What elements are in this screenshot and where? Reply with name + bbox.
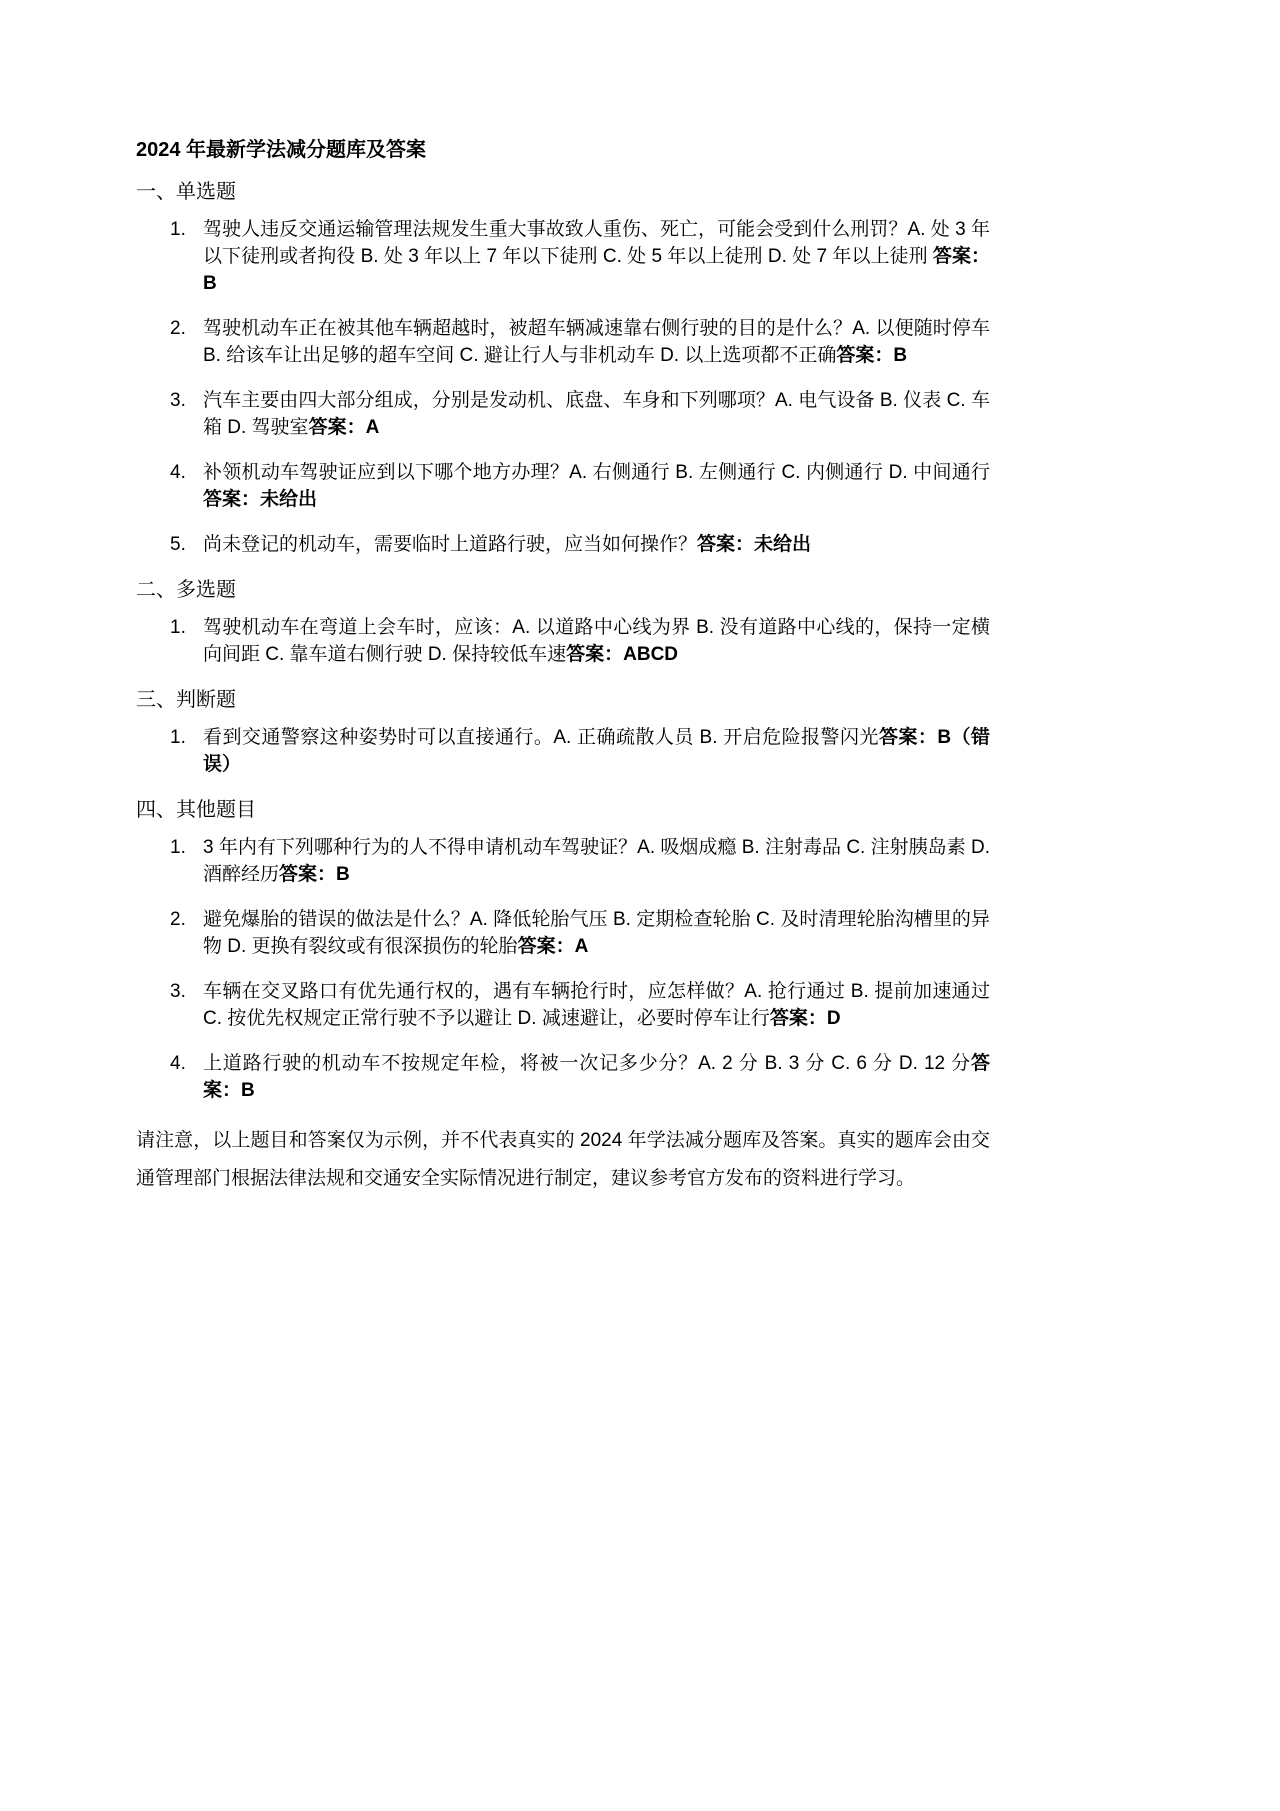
question-number: 1. <box>170 219 186 240</box>
question-number: 3. <box>170 390 186 411</box>
question-item <box>170 459 990 513</box>
question-body-text: 汽车主要由四大部分组成，分别是发动机、底盘、车身和下列哪项？A. 电气设备 B. 仪表 C. 车箱 D. 驾驶室 <box>203 390 990 438</box>
question-number: 2. <box>170 318 186 339</box>
document-page <box>136 0 990 1198</box>
section-heading: 三、判断题 <box>136 689 236 711</box>
question-item <box>170 1050 990 1104</box>
question-body-text: 驾驶机动车正在被其他车辆超越时，被超车辆减速靠右侧行驶的目的是什么？A. 以便随时停车 B. 给该车让出足够的超车空间 C. 避让行人与非机动车 D. 以上选项都不正确 <box>203 318 990 366</box>
question-text <box>203 724 990 778</box>
answer-text: 答案：D <box>769 1008 841 1029</box>
question-body-text: 补领机动车驾驶证应到以下哪个地方办理？A. 右侧通行 B. 左侧通行 C. 内侧通行 D. 中间通行 <box>203 462 990 483</box>
question-number: 1. <box>170 837 186 858</box>
question-text <box>203 459 990 513</box>
answer-text: 答案：A <box>517 936 589 957</box>
question-list <box>136 834 990 1104</box>
answer-text: 答案：ABCD <box>566 644 679 665</box>
question-number: 4. <box>170 462 186 483</box>
question-body-text: 车辆在交叉路口有优先通行权的，遇有车辆抢行时，应怎样做？A. 抢行通过 B. 提前加速通过 C. 按优先权规定正常行驶不予以避让 D. 减速避让，必要时停车让行 <box>203 981 990 1029</box>
question-text <box>203 216 990 297</box>
section-heading: 四、其他题目 <box>136 799 256 821</box>
question-list <box>136 216 990 558</box>
question-text <box>203 978 990 1032</box>
question-number: 4. <box>170 1053 186 1074</box>
question-text <box>203 315 990 369</box>
question-body-text: 驾驶机动车在弯道上会车时，应该：A. 以道路中心线为界 B. 没有道路中心线的，保持一定横向间距 C. 靠车道右侧行驶 D. 保持较低车速 <box>203 617 990 665</box>
question-number: 1. <box>170 617 186 638</box>
question-body-text: 3 年内有下列哪种行为的人不得申请机动车驾驶证？A. 吸烟成瘾 B. 注射毒品 C. 注射胰岛素 D. 酒醉经历 <box>203 837 990 885</box>
answer-text: 答案：B <box>203 1053 990 1101</box>
question-list <box>136 614 990 668</box>
question-item <box>170 906 990 960</box>
answer-text: 答案：未给出 <box>203 489 318 510</box>
question-item <box>170 387 990 441</box>
answer-text: 答案：B（错误） <box>203 727 990 775</box>
question-text <box>203 614 990 668</box>
question-text <box>203 834 990 888</box>
question-body-text: 尚未登记的机动车，需要临时上道路行驶，应当如何操作？ <box>203 534 698 555</box>
question-body-text: 驾驶人违反交通运输管理法规发生重大事故致人重伤、死亡，可能会受到什么刑罚？A. 处 3 年以下徒刑或者拘役 B. 处 3 年以上 7 年以下徒刑 C. 处 5 年以上徒刑 D. 处 7 年以上徒刑 <box>203 219 990 267</box>
question-body-text: 避免爆胎的错误的做法是什么？A. 降低轮胎气压 B. 定期检查轮胎 C. 及时清理轮胎沟槽里的异物 D. 更换有裂纹或有很深损伤的轮胎 <box>203 909 990 957</box>
question-number: 5. <box>170 534 186 555</box>
question-item <box>170 216 990 297</box>
question-text <box>203 1050 990 1104</box>
question-body-text: 看到交通警察这种姿势时可以直接通行。A. 正确疏散人员 B. 开启危险报警闪光 <box>203 727 879 748</box>
footer-note: 请注意，以上题目和答案仅为示例，并不代表真实的 2024 年学法减分题库及答案。真实的题库会由交通管理部门根据法律法规和交通安全实际情况进行制定，建议参考官方发布的资料进行学习。 <box>136 1130 990 1189</box>
sections-container <box>136 178 990 1104</box>
question-item <box>170 834 990 888</box>
answer-text: 答案：B <box>279 864 350 885</box>
question-text <box>203 531 990 558</box>
section-heading: 一、单选题 <box>136 181 236 203</box>
question-item <box>170 614 990 668</box>
section-heading: 二、多选题 <box>136 579 236 601</box>
question-text <box>203 387 990 441</box>
question-number: 1. <box>170 727 186 748</box>
question-list <box>136 724 990 778</box>
question-item <box>170 531 990 558</box>
document-title: 2024 年最新学法减分题库及答案 <box>136 139 427 161</box>
question-body-text: 上道路行驶的机动车不按规定年检，将被一次记多少分？A. 2 分 B. 3 分 C. 6 分 D. 12 分 <box>203 1053 971 1074</box>
answer-text: 答案：未给出 <box>697 534 812 555</box>
question-item <box>170 315 990 369</box>
answer-text: 答案：B <box>836 345 908 366</box>
question-number: 2. <box>170 909 186 930</box>
question-item <box>170 978 990 1032</box>
question-number: 3. <box>170 981 186 1002</box>
answer-text: 答案：A <box>308 417 380 438</box>
question-text <box>203 906 990 960</box>
question-item <box>170 724 990 778</box>
answer-text: 答案：B <box>203 246 990 294</box>
